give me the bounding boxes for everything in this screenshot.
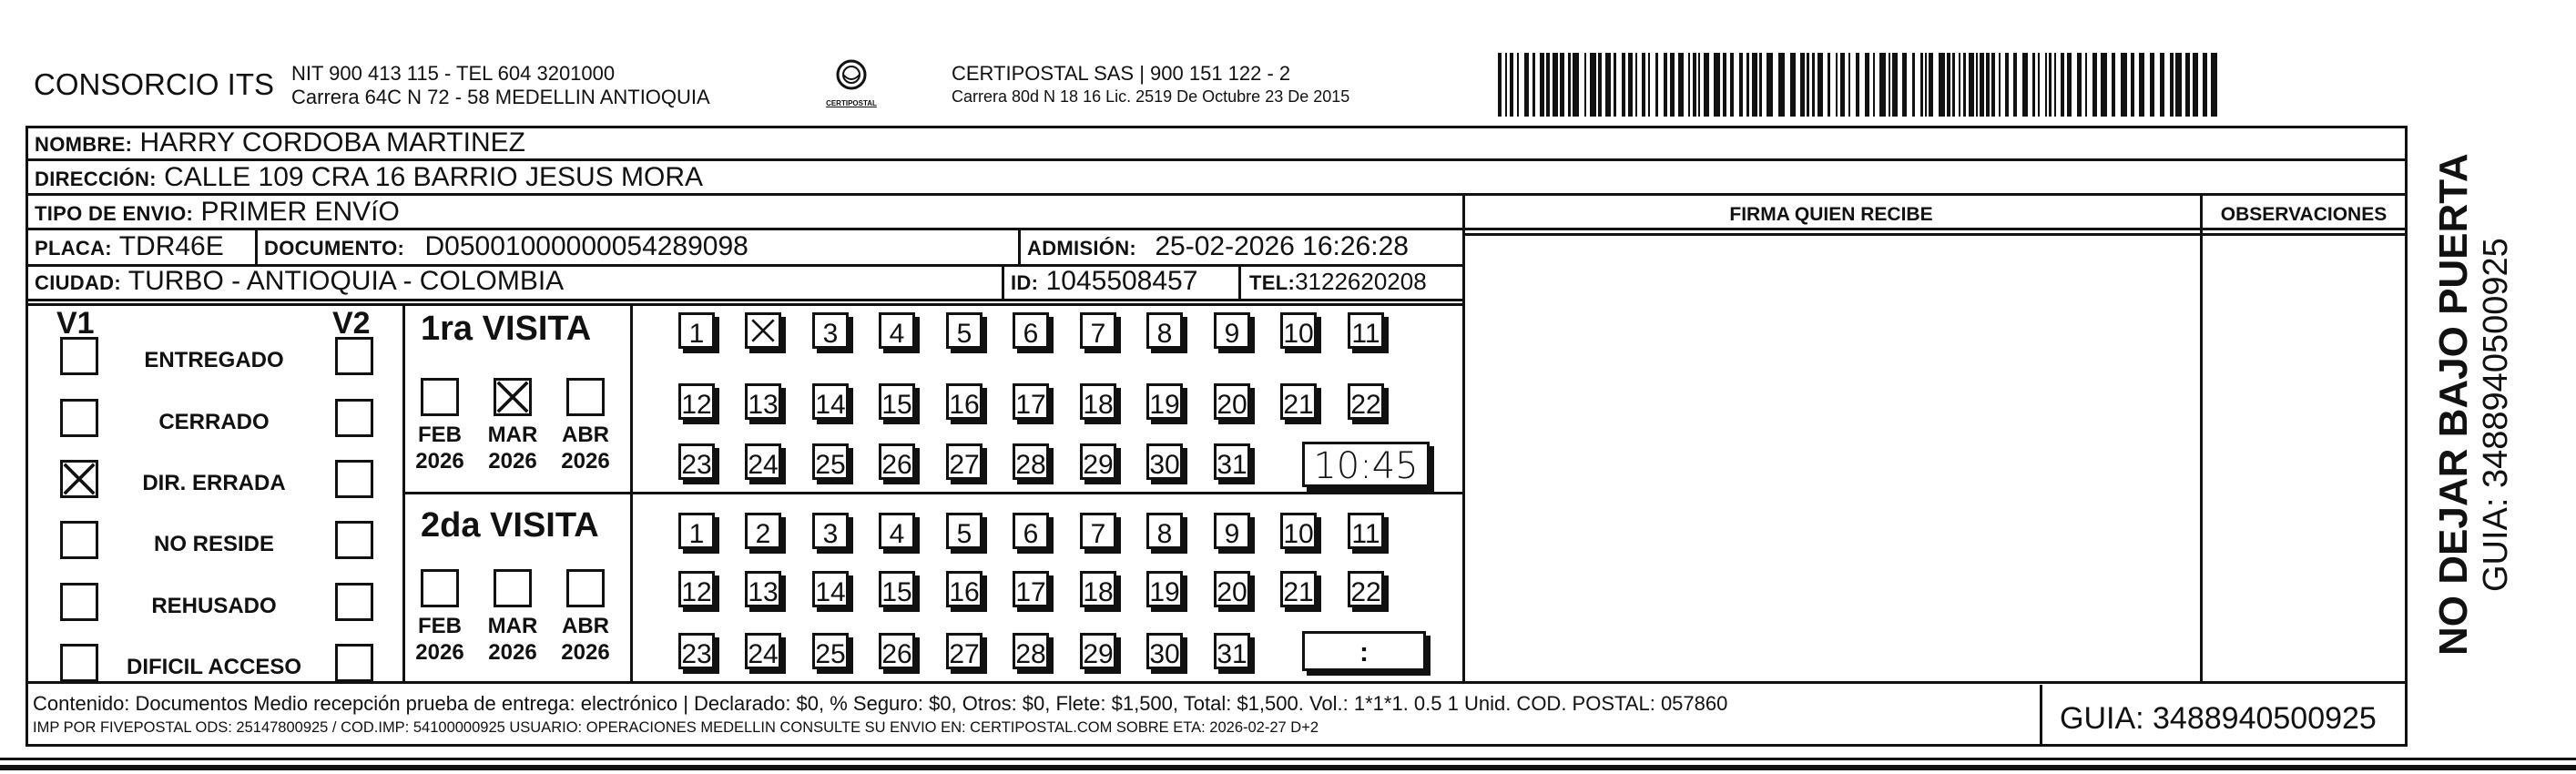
- first-day-3[interactable]: 3: [812, 312, 849, 349]
- barcode-bar: [1664, 53, 1667, 117]
- v2-checkbox[interactable]: [335, 644, 373, 682]
- side-guia: GUIA: 3488940500925: [2477, 238, 2515, 592]
- barcode-bar: [1939, 53, 1945, 117]
- direccion-value: CALLE 109 CRA 16 BARRIO JESUS MORA: [164, 162, 704, 192]
- month-name: FEB: [418, 423, 462, 447]
- barcode-bar: [2061, 53, 2064, 117]
- first-day-5[interactable]: 5: [946, 312, 983, 349]
- barcode-bar: [1828, 53, 1830, 117]
- barcode-bar: [1505, 53, 1507, 117]
- barcode-bar: [1817, 53, 1823, 117]
- second-month-label: [408, 613, 472, 666]
- second-day-31[interactable]: 31: [1214, 633, 1250, 669]
- barcode-bar: [1510, 53, 1513, 117]
- barcode-bar: [1540, 53, 1544, 117]
- barcode-bar: [2005, 53, 2009, 117]
- barcode-bar: [1524, 53, 1529, 117]
- barcode-bar: [1892, 53, 1898, 117]
- v2-checkbox[interactable]: [335, 521, 373, 559]
- second-day-1[interactable]: 1: [678, 513, 715, 549]
- second-day-24[interactable]: 24: [745, 633, 781, 669]
- second-month-checkbox[interactable]: [566, 569, 605, 607]
- barcode-bar: [1614, 53, 1616, 117]
- first-day-30[interactable]: 30: [1146, 443, 1183, 480]
- second-visit-time: :: [1359, 637, 1369, 667]
- barcode-bar: [1865, 53, 1869, 117]
- second-day-7[interactable]: 7: [1080, 513, 1116, 549]
- barcode-bar: [1969, 53, 1974, 117]
- barcode-bar: [1714, 53, 1720, 117]
- first-day-8[interactable]: 8: [1146, 312, 1183, 349]
- second-day-12[interactable]: 12: [678, 571, 715, 607]
- barcode-bar: [1698, 53, 1700, 117]
- barcode-bar: [1693, 53, 1696, 117]
- month-name: ABR: [562, 423, 609, 447]
- tel-value: 3122620208: [1295, 268, 1427, 295]
- second-day-21[interactable]: 21: [1280, 571, 1317, 607]
- month-name: ABR: [562, 614, 609, 638]
- barcode-bar: [1584, 53, 1586, 117]
- first-day-16[interactable]: 16: [946, 383, 983, 420]
- first-visit-time: 10:45: [1313, 445, 1419, 487]
- id-value: 1045508457: [1045, 266, 1198, 296]
- barcode-bar: [2121, 53, 2127, 117]
- status-label: NO RESIDE: [153, 532, 275, 556]
- month-name: MAR: [487, 423, 538, 447]
- barcode-bar: [1655, 53, 1658, 117]
- barcode-bar: [1573, 53, 1579, 117]
- barcode-bar: [2185, 53, 2190, 117]
- first-day-9[interactable]: 9: [1214, 312, 1250, 349]
- first-day-26[interactable]: 26: [879, 443, 915, 480]
- first-month-checkbox[interactable]: [566, 378, 605, 416]
- first-day-23[interactable]: 23: [678, 443, 715, 480]
- barcode-bar: [1840, 53, 1845, 117]
- month-year: 2026: [488, 449, 537, 474]
- barcode-bar: [1498, 53, 1502, 117]
- first-month-label: [481, 422, 545, 474]
- barcode-bar: [2160, 53, 2164, 117]
- barcode-bar: [1752, 53, 1757, 117]
- first-day-28[interactable]: 28: [1013, 443, 1049, 480]
- barcode-bar: [1517, 53, 1519, 117]
- second-day-19[interactable]: 19: [1146, 571, 1183, 607]
- barcode-bar: [2139, 53, 2144, 117]
- documento-value: D05001000000054289098: [424, 231, 748, 261]
- barcode-bar: [1925, 53, 1927, 117]
- barcode-bar: [1746, 53, 1749, 117]
- barcode-bar: [1605, 53, 1611, 117]
- documento-field: [264, 233, 748, 260]
- nombre-label: NOMBRE:: [35, 133, 133, 156]
- second-day-22[interactable]: 22: [1348, 571, 1384, 607]
- barcode-bar: [1678, 53, 1684, 117]
- barcode-bar: [2131, 53, 2134, 117]
- barcode-bar: [1920, 53, 1923, 117]
- second-day-16[interactable]: 16: [946, 571, 983, 607]
- certipostal-logo: [820, 56, 883, 111]
- barcode-bar: [2170, 53, 2174, 117]
- second-visit-time-box[interactable]: [1302, 631, 1426, 671]
- first-day-7[interactable]: 7: [1080, 312, 1116, 349]
- first-day-14[interactable]: 14: [812, 383, 849, 420]
- carrier-info-2: Carrera 80d N 18 16 Lic. 2519 De Octubre 23 De 2015: [952, 87, 1350, 106]
- carrier-info-1: CERTIPOSTAL SAS | 900 151 122 - 2: [952, 62, 1291, 85]
- status-label: DIR. ERRADA: [142, 471, 286, 495]
- observaciones-header: OBSERVACIONES: [2220, 204, 2388, 225]
- barcode-bar: [1952, 53, 1955, 117]
- barcode-bar: [2032, 53, 2035, 117]
- id-field: [1011, 268, 1197, 295]
- barcode-bar: [1980, 53, 1984, 117]
- first-month-checkbox[interactable]: [421, 378, 459, 416]
- second-month-label: [481, 613, 545, 666]
- barcode-bar: [1759, 53, 1762, 117]
- status-label: DIFICIL ACCESO: [126, 655, 301, 679]
- first-day-25[interactable]: 25: [812, 443, 849, 480]
- second-month-checkbox[interactable]: [494, 569, 532, 607]
- v2-header: V2: [332, 306, 371, 341]
- admision-value: 25-02-2026 16:26:28: [1155, 231, 1409, 261]
- first-day-1[interactable]: 1: [678, 312, 715, 349]
- placa-label: PLACA:: [35, 237, 112, 260]
- second-day-5[interactable]: 5: [946, 513, 983, 549]
- barcode-bar: [1999, 53, 2001, 117]
- barcode-bar: [1991, 53, 1995, 117]
- barcode-bar: [2085, 53, 2087, 117]
- v1-checkbox[interactable]: [60, 521, 98, 559]
- first-day-24[interactable]: 24: [745, 443, 781, 480]
- first-day-22[interactable]: 22: [1348, 383, 1384, 420]
- admision-label: ADMISIÓN:: [1027, 237, 1137, 260]
- v2-checkbox[interactable]: [335, 337, 373, 375]
- first-day-2[interactable]: [745, 312, 781, 349]
- direccion-label: DIRECCIÓN:: [35, 168, 157, 190]
- barcode-bar: [1800, 53, 1805, 117]
- second-day-20[interactable]: 20: [1214, 571, 1250, 607]
- barcode-bar: [1889, 53, 1890, 117]
- first-day-31[interactable]: 31: [1214, 443, 1250, 480]
- barcode-bar: [1532, 53, 1535, 117]
- barcode-bar: [1767, 53, 1773, 117]
- status-label: CERRADO: [158, 410, 270, 434]
- tipo-field: [35, 199, 400, 226]
- barcode-bar: [1976, 53, 1978, 117]
- barcode-bar: [2013, 53, 2017, 117]
- second-day-13[interactable]: 13: [745, 571, 781, 607]
- first-day-12[interactable]: 12: [678, 383, 715, 420]
- barcode-bar: [1560, 53, 1564, 117]
- barcode-bar: [2022, 53, 2028, 117]
- v2-checkbox[interactable]: [335, 460, 373, 498]
- x-mark-icon: [751, 319, 775, 342]
- barcode-bar: [1947, 53, 1950, 117]
- second-day-25[interactable]: 25: [812, 633, 849, 669]
- company-name: CONSORCIO ITS: [34, 67, 275, 101]
- barcode-bar: [2112, 53, 2115, 117]
- footer-guia: GUIA: 3488940500925: [2060, 701, 2377, 736]
- second-day-8[interactable]: 8: [1146, 513, 1183, 549]
- v2-checkbox[interactable]: [335, 583, 373, 621]
- first-month-checkbox[interactable]: [494, 378, 532, 416]
- barcode-bar: [2203, 53, 2207, 117]
- month-year: 2026: [415, 449, 464, 474]
- second-month-label: [554, 613, 617, 666]
- second-day-23[interactable]: 23: [678, 633, 715, 669]
- second-day-29[interactable]: 29: [1080, 633, 1116, 669]
- v2-checkbox[interactable]: [335, 399, 373, 437]
- second-day-3[interactable]: 3: [812, 513, 849, 549]
- month-name: MAR: [487, 614, 538, 638]
- second-day-18[interactable]: 18: [1080, 571, 1116, 607]
- nombre-value: HARRY CORDOBA MARTINEZ: [139, 127, 525, 158]
- barcode-bar: [1902, 53, 1907, 117]
- barcode-bar: [2092, 53, 2097, 117]
- second-day-11[interactable]: 11: [1348, 513, 1384, 549]
- tel-field: [1249, 270, 1427, 293]
- barcode-bar: [1986, 53, 1990, 117]
- barcode-bar: [1670, 53, 1675, 117]
- barcode-bar: [1739, 53, 1743, 117]
- ciudad-label: CIUDAD:: [35, 271, 121, 294]
- barcode-bar: [1553, 53, 1558, 117]
- company-info-1: NIT 900 413 115 - TEL 604 3201000: [291, 62, 616, 85]
- barcode-bar: [1546, 53, 1550, 117]
- v1-checkbox[interactable]: [60, 337, 98, 375]
- first-day-6[interactable]: 6: [1013, 312, 1049, 349]
- barcode-bar: [1688, 53, 1690, 117]
- footer-line-1: Contenido: Documentos Medio recepción prueba de entrega: electrónico | Declarado: $0, % Seguro: $0, Otros: $0, Flete: $1,500, Total: $1,500. Vol.: 1*1*1. 0.5 1 Unid. COD. POSTAL: 057860: [33, 692, 1728, 715]
- direccion-field: [35, 164, 703, 191]
- second-visit-title: 2da VISITA: [421, 506, 599, 545]
- barcode: [1498, 53, 2226, 117]
- barcode-bar: [1723, 53, 1726, 117]
- barcode-bar: [1856, 53, 1859, 117]
- barcode-bar: [1568, 53, 1571, 117]
- v1-header: V1: [56, 306, 95, 341]
- month-name: FEB: [418, 614, 462, 638]
- second-day-14[interactable]: 14: [812, 571, 849, 607]
- second-month-checkbox[interactable]: [421, 569, 459, 607]
- first-day-17[interactable]: 17: [1013, 383, 1049, 420]
- month-year: 2026: [488, 640, 537, 665]
- logo-caption: CERTIPOSTAL: [826, 99, 877, 107]
- tipo-value: PRIMER ENVíO: [200, 197, 400, 227]
- second-day-9[interactable]: 9: [1214, 513, 1250, 549]
- first-month-label: [554, 422, 617, 474]
- barcode-bar: [1622, 53, 1625, 117]
- barcode-bar: [1628, 53, 1633, 117]
- barcode-bar: [1912, 53, 1915, 117]
- ciudad-value: TURBO - ANTIOQUIA - COLOMBIA: [127, 266, 565, 296]
- barcode-bar: [1812, 53, 1815, 117]
- month-year: 2026: [561, 640, 610, 665]
- barcode-bar: [1879, 53, 1886, 117]
- barcode-bar: [1848, 53, 1850, 117]
- first-day-11[interactable]: 11: [1348, 312, 1384, 349]
- placa-field: [35, 233, 224, 260]
- placa-value: TDR46E: [118, 231, 224, 261]
- barcode-bar: [1598, 53, 1602, 117]
- barcode-bar: [1778, 53, 1785, 117]
- barcode-bar: [2045, 53, 2047, 117]
- first-visit-time-box[interactable]: [1302, 442, 1430, 487]
- admision-field: [1027, 233, 1409, 260]
- nombre-field: [35, 129, 525, 157]
- footer-line-2: IMP POR FIVEPOSTAL ODS: 25147800925 / COD.IMP: 54100000925 USUARIO: OPERACIONES MEDELLIN CONSULTE SU ENVIO EN: CERTIPOSTAL.COM SOBRE ETA: 2026-02-27 D+2: [33, 719, 1319, 736]
- v1-checkbox[interactable]: [60, 460, 98, 498]
- documento-label: DOCUMENTO:: [264, 237, 405, 260]
- barcode-bar: [1873, 53, 1875, 117]
- status-label: ENTREGADO: [144, 348, 284, 372]
- barcode-bar: [1807, 53, 1809, 117]
- first-visit-title: 1ra VISITA: [421, 310, 592, 348]
- second-day-30[interactable]: 30: [1146, 633, 1183, 669]
- first-day-19[interactable]: 19: [1146, 383, 1183, 420]
- barcode-bar: [2067, 53, 2072, 117]
- barcode-bar: [2150, 53, 2154, 117]
- barcode-bar: [1590, 53, 1596, 117]
- barcode-bar: [2038, 53, 2040, 117]
- barcode-bar: [1730, 53, 1734, 117]
- first-month-label: [408, 422, 472, 474]
- second-day-15[interactable]: 15: [879, 571, 915, 607]
- first-day-13[interactable]: 13: [745, 383, 781, 420]
- barcode-bar: [1704, 53, 1709, 117]
- first-day-27[interactable]: 27: [946, 443, 983, 480]
- barcode-bar: [1648, 53, 1650, 117]
- company-info-2: Carrera 64C N 72 - 58 MEDELLIN ANTIOQUIA: [291, 86, 710, 108]
- second-day-6[interactable]: 6: [1013, 513, 1049, 549]
- second-day-10[interactable]: 10: [1280, 513, 1317, 549]
- first-day-15[interactable]: 15: [879, 383, 915, 420]
- barcode-bar: [2193, 53, 2198, 117]
- ciudad-field: [35, 268, 564, 295]
- second-day-28[interactable]: 28: [1013, 633, 1049, 669]
- barcode-bar: [1642, 53, 1645, 117]
- side-warning: NO DEJAR BAJO PUERTA: [2431, 153, 2476, 656]
- first-day-20[interactable]: 20: [1214, 383, 1250, 420]
- month-year: 2026: [561, 449, 610, 474]
- tel-label: TEL:: [1249, 271, 1296, 294]
- second-day-17[interactable]: 17: [1013, 571, 1049, 607]
- barcode-bar: [2211, 53, 2217, 117]
- v1-checkbox[interactable]: [60, 644, 98, 682]
- x-mark-icon: [63, 463, 96, 495]
- v1-checkbox[interactable]: [60, 583, 98, 621]
- status-label: REHUSADO: [151, 594, 277, 618]
- month-year: 2026: [415, 640, 464, 665]
- second-day-4[interactable]: 4: [879, 513, 915, 549]
- tipo-label: TIPO DE ENVIO:: [35, 202, 194, 225]
- second-day-2[interactable]: 2: [745, 513, 781, 549]
- barcode-bar: [2175, 53, 2182, 117]
- barcode-bar: [1929, 53, 1933, 117]
- barcode-bar: [1635, 53, 1637, 117]
- first-day-21[interactable]: 21: [1280, 383, 1317, 420]
- barcode-bar: [1836, 53, 1838, 117]
- barcode-bar: [2049, 53, 2052, 117]
- first-day-10[interactable]: 10: [1280, 312, 1317, 349]
- second-day-27[interactable]: 27: [946, 633, 983, 669]
- first-day-4[interactable]: 4: [879, 312, 915, 349]
- barcode-bar: [1959, 53, 1960, 117]
- second-day-26[interactable]: 26: [879, 633, 915, 669]
- firma-header: FIRMA QUIEN RECIBE: [1729, 204, 1933, 225]
- x-mark-icon: [496, 381, 529, 413]
- v1-checkbox[interactable]: [60, 399, 98, 437]
- barcode-bar: [2054, 53, 2056, 117]
- barcode-bar: [2077, 53, 2082, 117]
- barcode-bar: [1963, 53, 1966, 117]
- barcode-bar: [2101, 53, 2107, 117]
- first-day-18[interactable]: 18: [1080, 383, 1116, 420]
- first-day-29[interactable]: 29: [1080, 443, 1116, 480]
- id-label: ID:: [1011, 271, 1039, 294]
- barcode-bar: [1790, 53, 1796, 117]
